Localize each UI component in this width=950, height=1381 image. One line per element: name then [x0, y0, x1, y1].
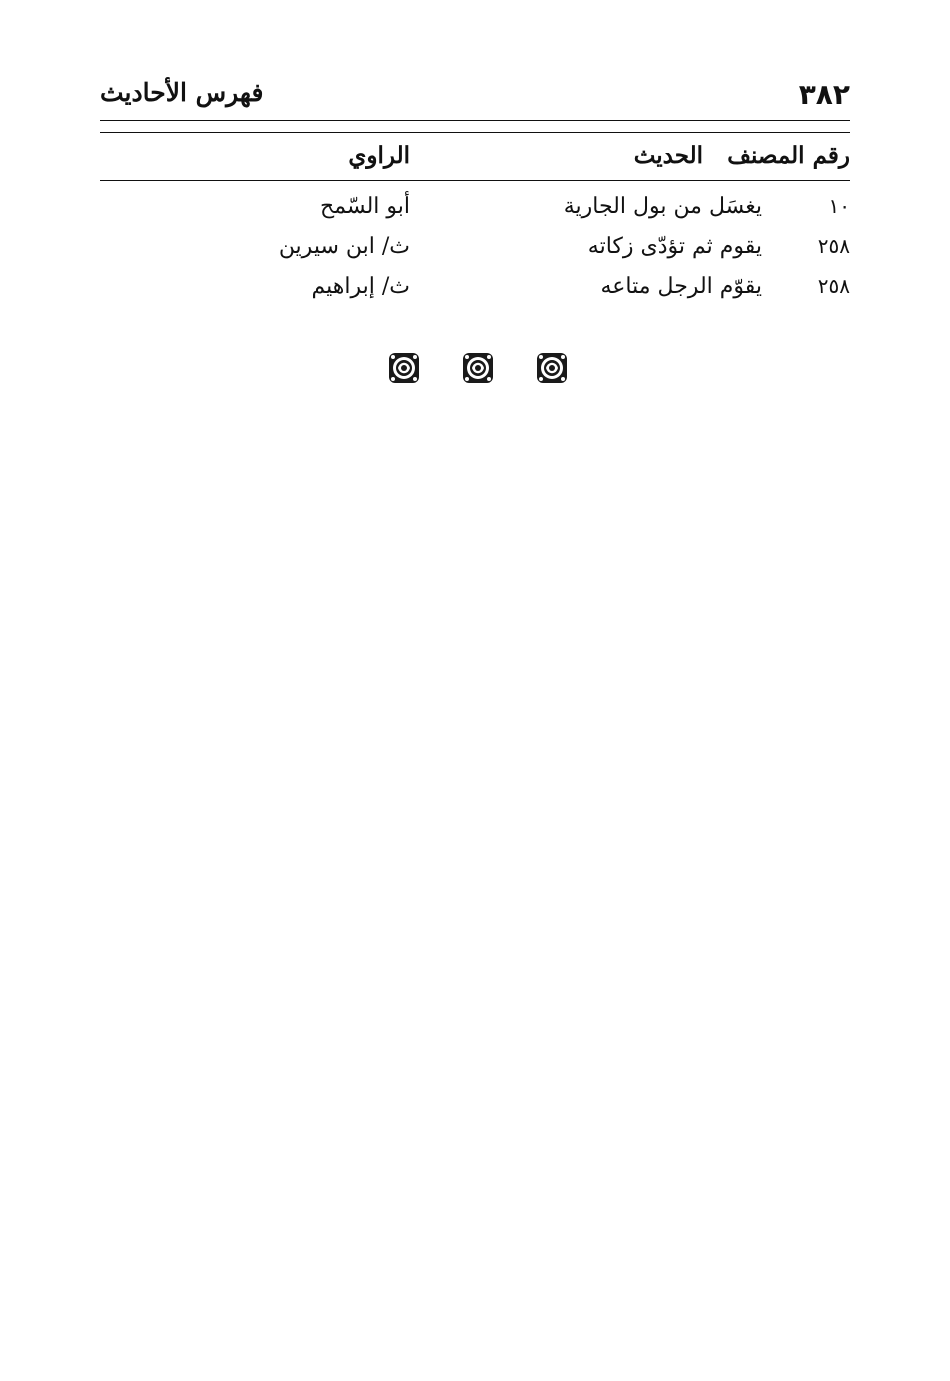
floral-ornament-icon — [462, 352, 494, 384]
table-row — [100, 194, 850, 234]
end-ornaments — [388, 352, 568, 386]
table-row — [100, 234, 850, 274]
floral-ornament-icon — [388, 352, 420, 384]
row-hadith: يغسَل من بول الجارية — [563, 194, 762, 219]
page-number: ٣٨٢ — [798, 78, 850, 111]
table-row — [100, 274, 850, 314]
table-header-rule — [100, 180, 850, 181]
header-rule-thick — [100, 120, 850, 121]
row-narrator: ث/ ابن سيرين — [278, 234, 410, 259]
column-header-number: رقم المصنف — [727, 142, 850, 169]
row-number: ٢٥٨ — [817, 234, 850, 258]
row-narrator: أبو السّمح — [320, 194, 410, 219]
running-title: فهرس الأحاديث — [100, 78, 264, 107]
floral-ornament-icon — [536, 352, 568, 384]
column-header-narrator: الراوي — [348, 142, 410, 169]
running-head — [100, 74, 850, 118]
table-header — [100, 140, 850, 176]
column-header-hadith: الحديث — [633, 142, 703, 169]
row-hadith: يقوّم الرجل متاعه — [600, 274, 762, 299]
header-rule-thin — [100, 132, 850, 133]
row-number: ٢٥٨ — [817, 274, 850, 298]
row-narrator: ث/ إبراهيم — [311, 274, 410, 299]
row-hadith: يقوم ثم تؤدّى زكاته — [587, 234, 762, 259]
table-body — [100, 194, 850, 314]
row-number: ١٠ — [828, 194, 850, 218]
